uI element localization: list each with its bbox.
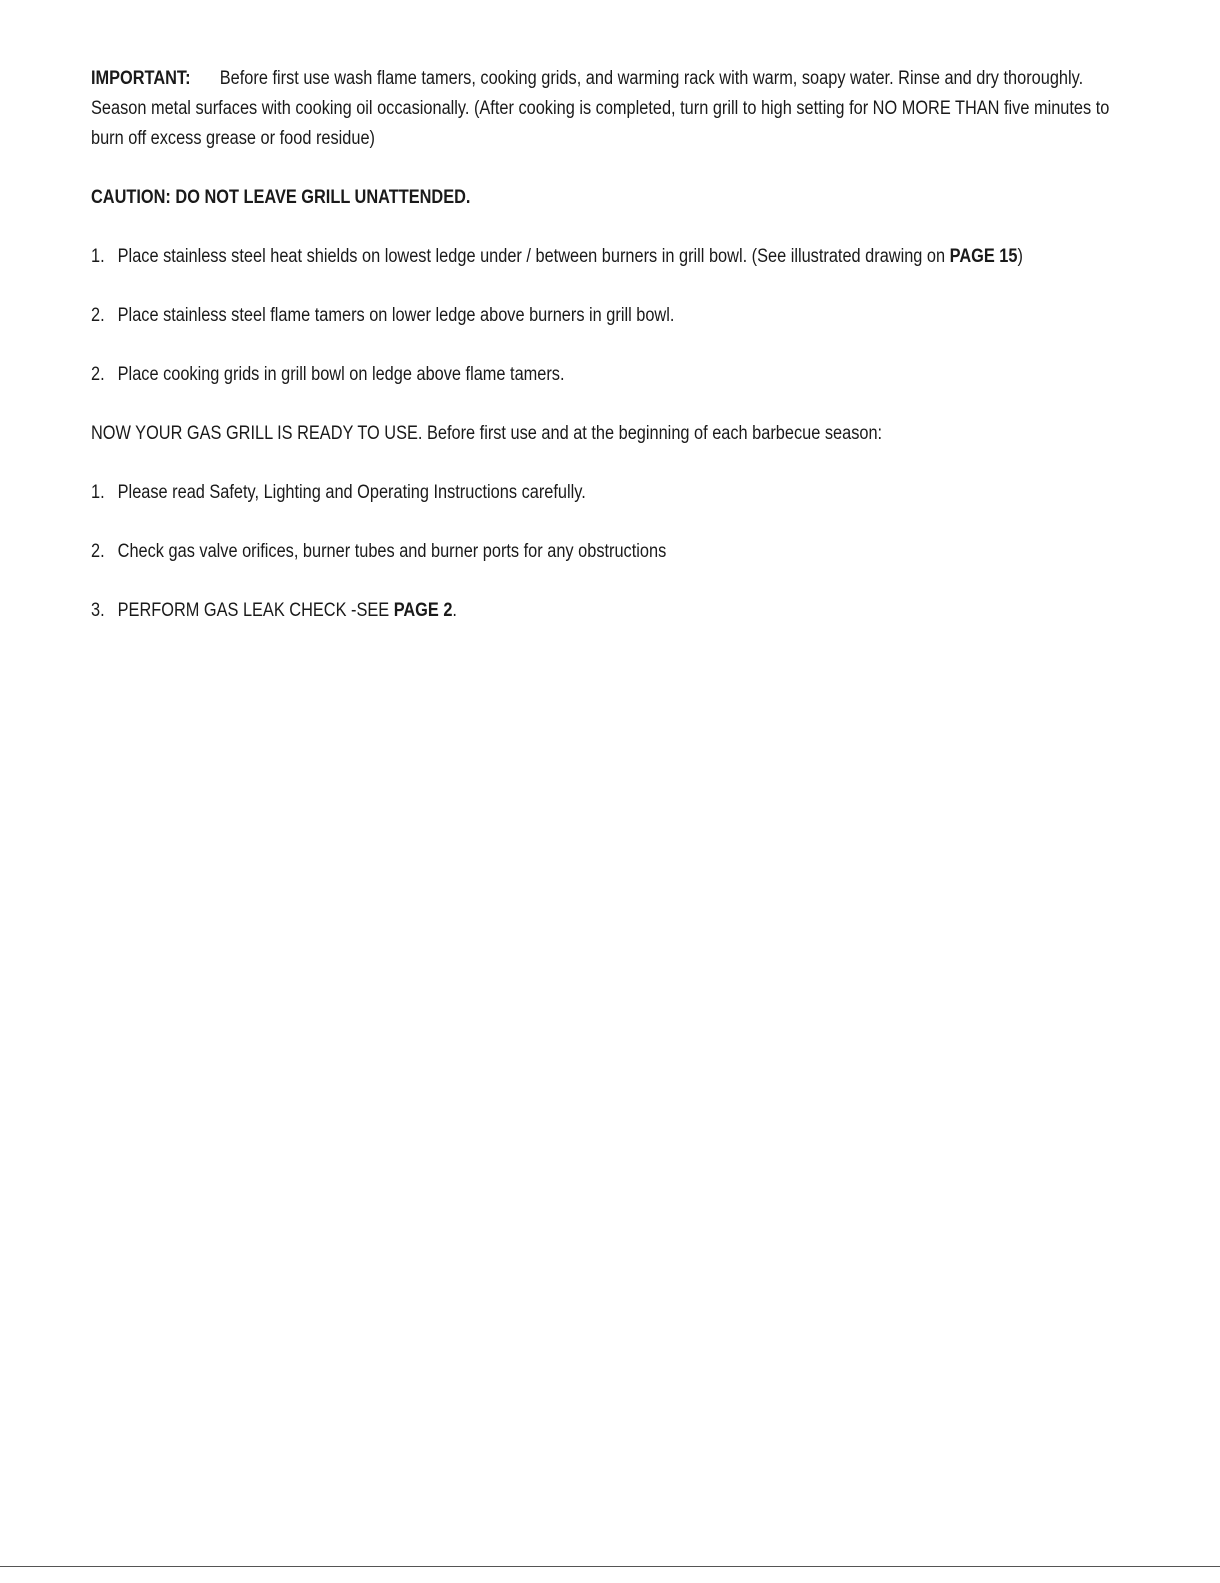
- step-tail: ): [1017, 246, 1023, 267]
- step-text: Place stainless steel flame tamers on lower ledge above burners in grill bowl.: [117, 305, 675, 326]
- checklist-number: 1.: [91, 482, 105, 503]
- step-number: 2.: [91, 364, 105, 385]
- document-page: [91, 64, 1123, 655]
- step-text: Place stainless steel heat shields on lowest ledge under / between burners in grill bowl. (See illustrated drawing on: [117, 246, 950, 267]
- important-label: IMPORTANT:: [91, 68, 191, 89]
- page-reference: PAGE 15: [949, 246, 1018, 267]
- important-paragraph: [91, 64, 1123, 154]
- checklist-number: 2.: [91, 541, 105, 562]
- step-item: [91, 242, 1123, 272]
- checklist-item: [91, 596, 1123, 626]
- checklist-text: Please read Safety, Lighting and Operating Instructions carefully.: [117, 482, 586, 503]
- step-number: 1.: [91, 246, 105, 267]
- checklist-item: [91, 478, 1123, 508]
- bottom-divider: [0, 1566, 1220, 1567]
- checklist-text: PERFORM GAS LEAK CHECK -SEE: [117, 600, 394, 621]
- checklist-text: Check gas valve orifices, burner tubes and burner ports for any obstructions: [117, 541, 667, 562]
- checklist-tail: .: [452, 600, 457, 621]
- checklist-number: 3.: [91, 600, 105, 621]
- step-number: 2.: [91, 305, 105, 326]
- step-item: [91, 360, 1123, 390]
- ready-note: NOW YOUR GAS GRILL IS READY TO USE. Before first use and at the beginning of each barbecue season:: [91, 423, 883, 444]
- checklist-item: [91, 537, 1123, 567]
- step-text: Place cooking grids in grill bowl on ledge above flame tamers.: [117, 364, 565, 385]
- caution-heading: CAUTION: DO NOT LEAVE GRILL UNATTENDED.: [91, 187, 471, 208]
- page-reference: PAGE 2: [393, 600, 453, 621]
- step-item: [91, 301, 1123, 331]
- important-text: Before first use wash flame tamers, cooking grids, and warming rack with warm, soapy water. Rinse and dry thoroughly. Season metal surfaces with cooking oil occasionally. (After cooking is completed, turn grill to high setting for NO MORE THAN five minutes to burn off excess grease or food residue): [91, 68, 1110, 149]
